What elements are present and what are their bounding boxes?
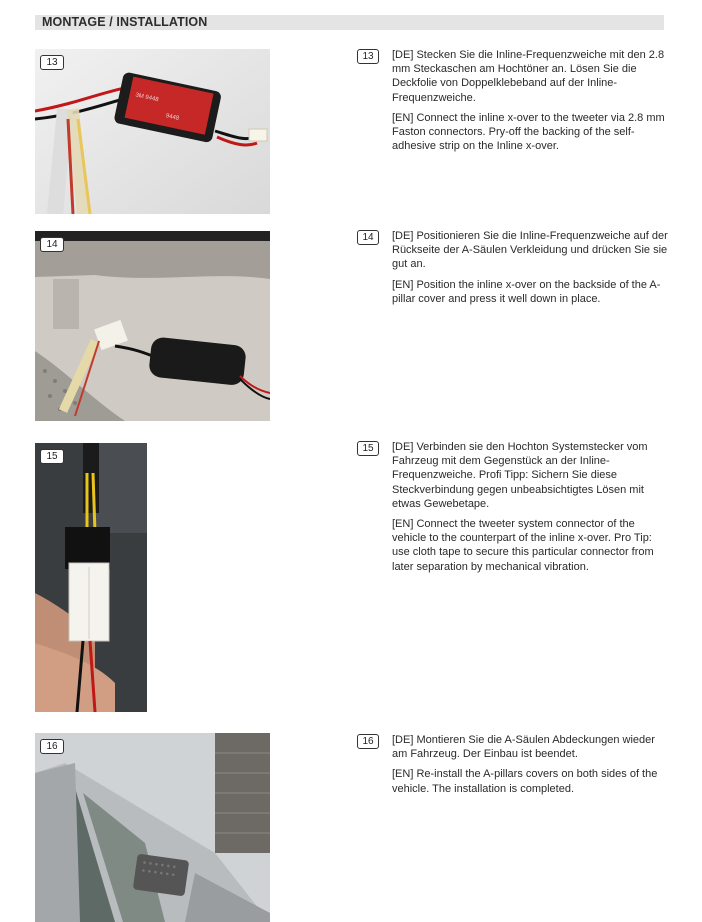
photo-badge-14: 14 [40, 237, 64, 252]
step-number-16: 16 [357, 734, 379, 749]
step-15-text [392, 440, 670, 580]
step-14-en: [EN] Position the inline x-over on the backside of the A-pillar cover and press it well down in place. [392, 278, 661, 305]
step-15-en: [EN] Connect the tweeter system connector of the vehicle to the counterpart of the inline x-over. Pro Tip: use cloth tape to secure this particular connector from later separation by mechanical vibration. [392, 518, 654, 573]
step-number-15: 15 [357, 441, 379, 456]
step-13-text [392, 48, 670, 159]
photo-badge-13: 13 [40, 55, 64, 70]
step-number-13: 13 [357, 49, 379, 64]
step-14-text [392, 229, 670, 312]
svg-text:3M 9448: 3M 9448 [134, 92, 159, 104]
section-header [35, 15, 664, 30]
svg-text:9448: 9448 [165, 113, 180, 122]
step-16-de: [DE] Montieren Sie die A-Säulen Abdeckungen wieder am Fahrzeug. Der Einbau ist beendet. [392, 734, 655, 761]
step-16-en: [EN] Re-install the A-pillars covers on both sides of the vehicle. The installation is completed. [392, 768, 658, 795]
section-title: MONTAGE / INSTALLATION [42, 15, 208, 29]
photo-step-16 [35, 733, 270, 922]
photo-step-13 [35, 49, 270, 214]
step-16-text [392, 733, 670, 802]
photo-badge-15: 15 [40, 449, 64, 464]
photo-step-15 [35, 443, 147, 712]
step-14-de: [DE] Positionieren Sie die Inline-Frequenzweiche auf der Rückseite der A-Säulen Verkleidung und drücken Sie sie gut an. [392, 230, 668, 271]
photo-step-14 [35, 231, 270, 421]
photo-badge-16: 16 [40, 739, 64, 754]
step-13-en: [EN] Connect the inline x-over to the tweeter via 2.8 mm Faston connectors. Pry-off the backing of the self-adhesive strip on the Inline x-over. [392, 111, 665, 153]
step-15-de: [DE] Verbinden sie den Hochton Systemstecker vom Fahrzeug mit dem Gegenstück an der Inline-Frequenzweiche. Profi Tipp: Sichern Sie diese Steckverbindung gegen unbeabsichtigtes Lösen mit etwas Gewebetape. [392, 441, 648, 510]
step-13-de: [DE] Stecken Sie die Inline-Frequenzweiche mit den 2.8 mm Steckaschen am Hochtöner an. Lösen Sie die Deckfolie von Doppelklebeband auf der Inline-Frequenzweiche. [392, 49, 665, 104]
step-number-14: 14 [357, 230, 379, 245]
